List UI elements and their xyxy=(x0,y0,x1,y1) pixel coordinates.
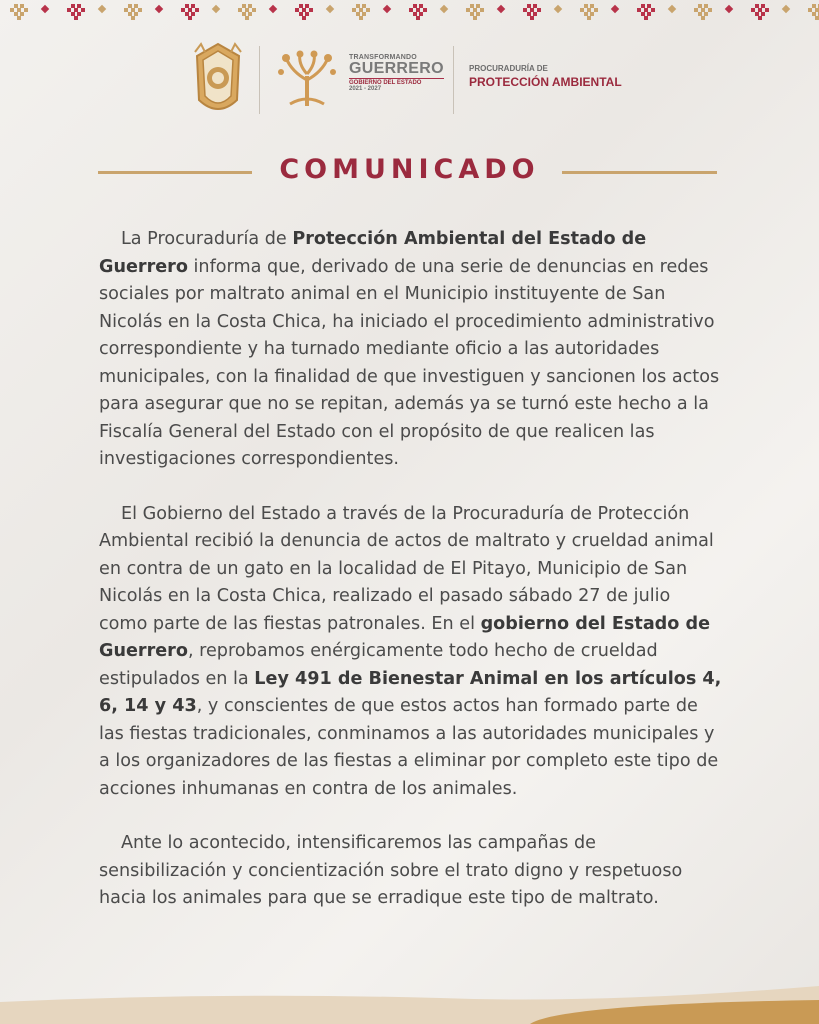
decorative-pattern-border xyxy=(0,0,819,24)
p3-text: Ante lo acontecido, intensificaremos las campañas de sensibilización y concientización sobre el trato digno y respetuoso hacia los animales para que se erradique este tipo de maltrato. xyxy=(99,833,683,908)
border-motif xyxy=(808,4,819,20)
p2-text-c: , reprobamos enérgicamente todo hecho de crueldad estipulados en la xyxy=(99,641,658,689)
p2-bold-government: gobierno del Estado de Guerrero xyxy=(99,613,711,661)
communique-body xyxy=(99,226,724,940)
p1-text-c: informa que, derivado de una serie de denuncias en redes sociales por maltrato animal en el Municipio instituyente de San Nicolás en la Costa Chica, ha iniciado el procedimiento administrativo correspondiente y ha turnado mediante oficio a las autoridades municipales, con la finalidad de que investiguen y sancionen los actos para asegurar que no se repitan, además ya se turnó este hecho a la Fiscalía General del Estado con el propósito de que realicen las investigaciones correspondientes. xyxy=(99,256,720,469)
border-motif xyxy=(181,4,220,20)
procuraduria-logo-text xyxy=(469,64,622,89)
gov-name: GUERRERO xyxy=(349,60,444,77)
footer-wave-decoration xyxy=(0,978,819,1024)
border-motif xyxy=(751,4,790,20)
border-motif xyxy=(124,4,163,20)
p2-bold-law: Ley 491 de Bienestar Animal en los artículos 4, 6, 14 y 43 xyxy=(99,668,722,716)
gov-tag: TRANSFORMANDO xyxy=(349,54,417,61)
border-motif xyxy=(694,4,733,20)
title-row xyxy=(0,154,819,190)
header-logos xyxy=(0,42,819,122)
pa-line1: PROCURADURÍA DE xyxy=(469,64,548,73)
border-motif xyxy=(238,4,277,20)
border-motif xyxy=(10,4,49,20)
border-motif xyxy=(523,4,562,20)
border-motif xyxy=(409,4,448,20)
border-motif xyxy=(637,4,676,20)
paragraph-2 xyxy=(99,501,724,804)
paragraph-3 xyxy=(99,830,724,913)
gov-sub: GOBIERNO DEL ESTADO xyxy=(349,78,444,86)
paragraph-1 xyxy=(99,226,724,474)
title-rule-right xyxy=(562,171,717,174)
guerrero-shield-icon xyxy=(191,42,245,120)
p2-text-e: , y conscientes de que estos actos han formado parte de las fiestas tradicionales, conminamos a las autoridades municipales y a los organizadores de las fiestas a eliminar por completo este tipo de acciones inhumanas en contra de los animales. xyxy=(99,696,719,799)
gobierno-guerrero-logo-text xyxy=(349,54,444,92)
pa-line2: PROTECCIÓN AMBIENTAL xyxy=(469,75,622,89)
p2-text-a: El Gobierno del Estado a través de la Procuraduría de Protección Ambiental recibió la denuncia de actos de maltrato y crueldad animal en contra de un gato en la localidad de El Pitayo, Municipio de San Nicolás en la Costa Chica, realizado el pasado sábado 27 de julio como parte de las fiestas patronales. En el xyxy=(99,503,714,634)
border-motif xyxy=(295,4,334,20)
p1-bold-agency: Protección Ambiental del Estado de Guerrero xyxy=(99,229,647,277)
border-motif xyxy=(580,4,619,20)
page-title: COMUNICADO xyxy=(279,154,540,185)
p1-text-a: La Procuraduría de xyxy=(121,229,293,249)
border-motif xyxy=(67,4,106,20)
gov-years: 2021 - 2027 xyxy=(349,86,382,92)
border-motif xyxy=(352,4,391,20)
border-motif xyxy=(466,4,505,20)
guerrero-tree-icon xyxy=(276,50,338,108)
